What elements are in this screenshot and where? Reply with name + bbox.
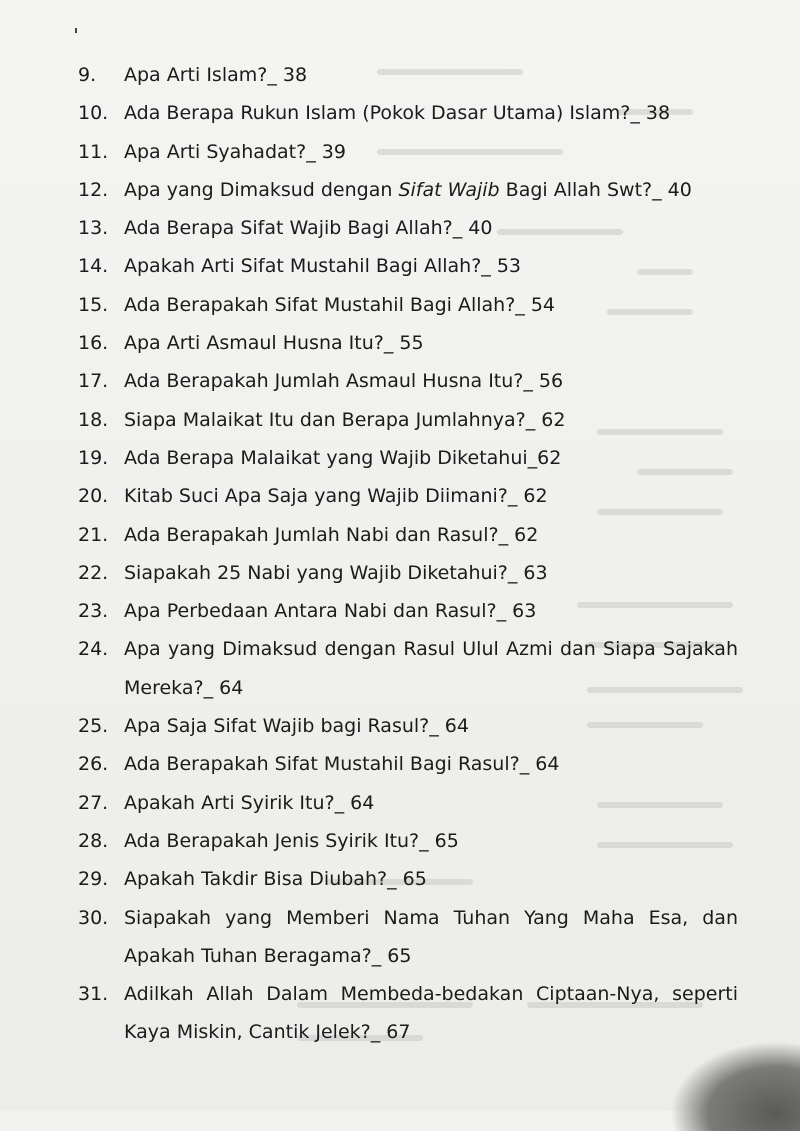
entry-title: Apakah Arti Syirik Itu?_ 64 xyxy=(124,791,375,814)
entry-number: 28. xyxy=(78,829,109,852)
entry-title-part: Bagi Allah Swt?_ 40 xyxy=(499,178,692,201)
entry-title: Apakah Takdir Bisa Diubah?_ 65 xyxy=(124,868,427,891)
toc-entry xyxy=(78,822,738,860)
entry-title: Apakah Arti Sifat Mustahil Bagi Allah?_ 53 xyxy=(124,255,521,278)
entry-number: 15. xyxy=(78,293,109,316)
toc-entry xyxy=(78,554,738,592)
entry-number: 11. xyxy=(78,140,109,163)
entry-title: Ada Berapakah Sifat Mustahil Bagi Rasul?_ 64 xyxy=(124,753,560,776)
toc-entry xyxy=(78,784,738,822)
toc-entry xyxy=(78,899,738,976)
entry-number: 30. xyxy=(78,906,109,929)
entry-title: Siapakah 25 Nabi yang Wajib Diketahui?_ 63 xyxy=(124,561,548,584)
entry-number: 19. xyxy=(78,446,109,469)
entry-number: 20. xyxy=(78,485,109,508)
entry-number: 17. xyxy=(78,370,109,393)
entry-title: Ada Berapa Sifat Wajib Bagi Allah?_ 40 xyxy=(124,217,493,240)
toc-entry xyxy=(78,516,738,554)
toc-entry xyxy=(78,362,738,400)
entry-title: Apa Arti Islam?_ 38 xyxy=(124,64,308,86)
entry-title xyxy=(124,171,738,209)
page-mark xyxy=(75,28,77,33)
toc-entry xyxy=(78,171,738,209)
entry-number: 12. xyxy=(78,178,109,201)
table-of-contents xyxy=(78,56,738,1052)
entry-title: Apa yang Dimaksud dengan Rasul Ulul Azmi dan Siapa Sajakah Mereka?_ 64 xyxy=(124,638,738,699)
entry-number: 10. xyxy=(78,102,109,125)
toc-entry xyxy=(78,707,738,745)
entry-title: Ada Berapakah Jumlah Asmaul Husna Itu?_ 56 xyxy=(124,370,564,393)
entry-number: 9. xyxy=(78,64,97,86)
entry-title: Apa Saja Sifat Wajib bagi Rasul?_ 64 xyxy=(124,715,469,738)
entry-title: Ada Berapakah Jenis Syirik Itu?_ 65 xyxy=(124,829,459,852)
toc-entry xyxy=(78,401,738,439)
entry-number: 14. xyxy=(78,255,109,278)
toc-entry xyxy=(78,745,738,783)
entry-number: 27. xyxy=(78,791,109,814)
entry-number: 29. xyxy=(78,868,109,891)
entry-number: 23. xyxy=(78,600,109,623)
toc-entry xyxy=(78,324,738,362)
toc-entry xyxy=(78,477,738,515)
toc-entry xyxy=(78,56,738,94)
entry-title: Apa Perbedaan Antara Nabi dan Rasul?_ 63 xyxy=(124,600,537,623)
toc-entry xyxy=(78,209,738,247)
entry-title: Siapakah yang Memberi Nama Tuhan Yang Maha Esa, dan Apakah Tuhan Beragama?_ 65 xyxy=(124,906,738,967)
entry-number: 31. xyxy=(78,983,109,1006)
toc-entry xyxy=(78,133,738,171)
toc-entry xyxy=(78,592,738,630)
entry-title: Ada Berapa Rukun Islam (Pokok Dasar Utama) Islam?_ 38 xyxy=(124,102,671,125)
toc-entry xyxy=(78,975,738,1052)
entry-number: 26. xyxy=(78,753,109,776)
entry-number: 16. xyxy=(78,332,109,355)
toc-entry xyxy=(78,439,738,477)
entry-number: 25. xyxy=(78,715,109,738)
page-corner-shadow xyxy=(670,1041,800,1131)
entry-title-emphasis: Sifat Wajib xyxy=(398,178,500,201)
entry-title-part: Apa yang Dimaksud dengan xyxy=(124,178,399,201)
entry-number: 21. xyxy=(78,523,109,546)
entry-number: 22. xyxy=(78,561,109,584)
toc-entry xyxy=(78,630,738,707)
entry-number: 18. xyxy=(78,408,109,431)
entry-title: Apa Arti Asmaul Husna Itu?_ 55 xyxy=(124,332,424,355)
toc-entry xyxy=(78,860,738,898)
entry-title: Kitab Suci Apa Saja yang Wajib Diimani?_ 62 xyxy=(124,485,548,508)
toc-entry xyxy=(78,247,738,285)
entry-title: Siapa Malaikat Itu dan Berapa Jumlahnya?_ 62 xyxy=(124,408,566,431)
entry-number: 24. xyxy=(78,638,109,661)
toc-entry xyxy=(78,94,738,132)
entry-title: Ada Berapa Malaikat yang Wajib Diketahui_62 xyxy=(124,446,562,469)
entry-title: Apa Arti Syahadat?_ 39 xyxy=(124,140,346,163)
entry-title: Ada Berapakah Jumlah Nabi dan Rasul?_ 62 xyxy=(124,523,539,546)
toc-entry xyxy=(78,286,738,324)
entry-number: 13. xyxy=(78,217,109,240)
entry-title: Ada Berapakah Sifat Mustahil Bagi Allah?_ 54 xyxy=(124,293,556,316)
entry-title: Adilkah Allah Dalam Membeda-bedakan Ciptaan-Nya, seperti Kaya Miskin, Cantik Jelek?_ 67 xyxy=(124,983,738,1044)
